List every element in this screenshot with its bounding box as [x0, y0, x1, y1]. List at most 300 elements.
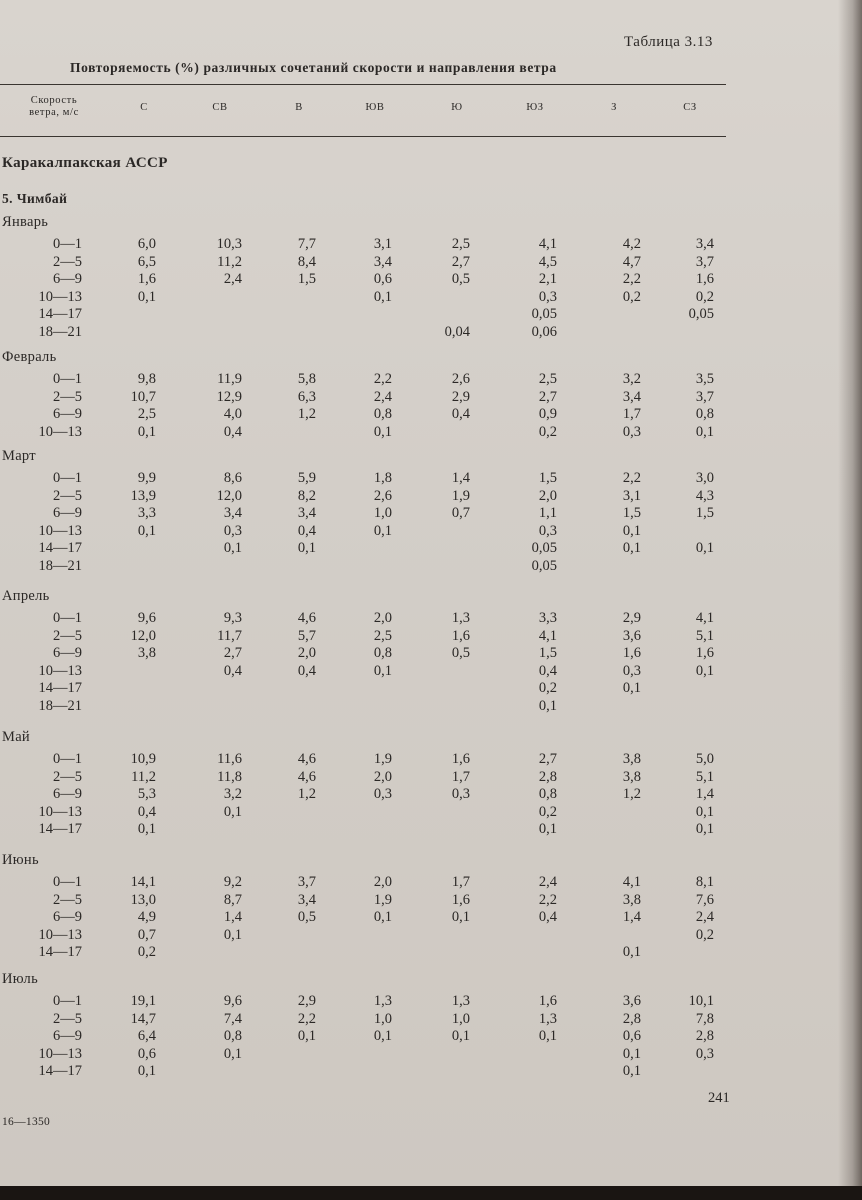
- frequency-cell: 3,7: [297, 874, 316, 890]
- frequency-cell: 4,2: [622, 236, 641, 252]
- frequency-cell: 3,4: [373, 253, 392, 270]
- frequency-cell: 6,3: [297, 388, 316, 405]
- frequency-cell: 0,1: [695, 423, 714, 440]
- speed-range-cell: 2—5: [53, 388, 82, 405]
- frequency-cell: 0,2: [695, 926, 714, 943]
- speed-range-cell: 6—9: [53, 1028, 82, 1045]
- frequency-cell: 12,0: [130, 627, 156, 644]
- frequency-cell: 11,2: [131, 768, 156, 785]
- month-heading: Июль: [2, 971, 38, 987]
- frequency-cell: 7,6: [695, 891, 714, 908]
- frequency-cell: 5,1: [695, 627, 714, 644]
- frequency-cell: 0,3: [622, 423, 641, 440]
- frequency-cell: 0,4: [538, 909, 557, 926]
- frequency-cell: 0,5: [297, 909, 316, 926]
- frequency-cell: 2,9: [297, 993, 316, 1009]
- table-row: [0, 389, 760, 406]
- frequency-cell: 7,7: [297, 236, 316, 252]
- frequency-cell: 0,4: [538, 662, 557, 679]
- frequency-cell: 0,1: [373, 909, 392, 926]
- table-row: [0, 821, 760, 838]
- frequency-cell: 0,06: [531, 324, 557, 340]
- month-heading: Апрель: [2, 588, 50, 604]
- frequency-cell: 3,7: [695, 388, 714, 405]
- header-bottom-rule: [0, 136, 726, 137]
- frequency-cell: 2,4: [695, 909, 714, 926]
- table-number: Таблица 3.13: [624, 34, 713, 50]
- speed-range-cell: 14—17: [38, 540, 82, 557]
- frequency-cell: 1,4: [622, 909, 641, 926]
- table-row: [0, 1063, 760, 1080]
- direction-header-se: ЮВ: [365, 102, 385, 113]
- frequency-cell: 4,6: [297, 751, 316, 767]
- frequency-cell: 2,2: [373, 371, 392, 387]
- frequency-cell: 12,9: [216, 388, 242, 405]
- frequency-cell: 3,8: [622, 751, 641, 767]
- frequency-cell: 0,8: [373, 645, 392, 662]
- frequency-cell: 1,8: [373, 470, 392, 486]
- speed-range-cell: 0—1: [53, 610, 82, 626]
- frequency-cell: 2,5: [451, 236, 470, 252]
- frequency-cell: 4,0: [223, 406, 242, 423]
- table-row: [0, 424, 760, 441]
- frequency-cell: 4,1: [622, 874, 641, 890]
- month-heading: Июнь: [2, 852, 39, 868]
- frequency-cell: 6,4: [137, 1028, 156, 1045]
- frequency-cell: 11,9: [217, 371, 242, 387]
- speed-range-cell: 0—1: [53, 236, 82, 252]
- speed-range-cell: 6—9: [53, 645, 82, 662]
- frequency-cell: 1,6: [451, 751, 470, 767]
- direction-header-n: С: [140, 102, 148, 113]
- frequency-cell: 1,7: [451, 874, 470, 890]
- frequency-cell: 3,4: [297, 505, 316, 522]
- frequency-cell: 1,6: [451, 891, 470, 908]
- frequency-cell: 3,8: [622, 891, 641, 908]
- speed-range-cell: 10—13: [38, 803, 82, 820]
- region-heading: Каракалпакская АССР: [2, 155, 168, 171]
- frequency-cell: 0,1: [137, 288, 156, 305]
- frequency-cell: 10,3: [216, 236, 242, 252]
- frequency-cell: 0,2: [137, 944, 156, 961]
- frequency-cell: 11,6: [217, 751, 242, 767]
- frequency-cell: 1,5: [297, 271, 316, 288]
- frequency-cell: 3,0: [695, 470, 714, 486]
- speed-range-cell: 2—5: [53, 1010, 82, 1027]
- speed-range-cell: 2—5: [53, 627, 82, 644]
- frequency-cell: 1,9: [451, 487, 470, 504]
- frequency-cell: 2,0: [373, 874, 392, 890]
- frequency-cell: 0,3: [538, 288, 557, 305]
- frequency-cell: 0,3: [695, 1045, 714, 1062]
- frequency-cell: 0,1: [373, 288, 392, 305]
- frequency-cell: 2,2: [622, 271, 641, 288]
- speed-range-cell: 2—5: [53, 768, 82, 785]
- frequency-cell: 0,9: [538, 406, 557, 423]
- speed-range-cell: 10—13: [38, 288, 82, 305]
- table-row: [0, 892, 760, 909]
- frequency-cell: 4,3: [695, 487, 714, 504]
- speed-range-cell: 2—5: [53, 891, 82, 908]
- frequency-cell: 0,1: [695, 540, 714, 557]
- frequency-cell: 2,2: [622, 470, 641, 486]
- frequency-cell: 0,1: [622, 522, 641, 539]
- frequency-cell: 3,1: [373, 236, 392, 252]
- direction-header-sw: ЮЗ: [526, 102, 544, 113]
- frequency-cell: 9,2: [223, 874, 242, 890]
- frequency-cell: 0,4: [223, 662, 242, 679]
- frequency-cell: 3,8: [622, 768, 641, 785]
- frequency-cell: 0,1: [223, 540, 242, 557]
- frequency-cell: 0,05: [531, 306, 557, 323]
- frequency-cell: 11,8: [217, 768, 242, 785]
- frequency-cell: 0,2: [538, 680, 557, 697]
- frequency-cell: 0,2: [538, 423, 557, 440]
- table-row: [0, 628, 760, 645]
- frequency-cell: 4,1: [538, 627, 557, 644]
- frequency-cell: 2,4: [538, 874, 557, 890]
- frequency-cell: 2,0: [373, 610, 392, 626]
- frequency-cell: 1,6: [451, 627, 470, 644]
- frequency-cell: 0,3: [622, 662, 641, 679]
- speed-range-cell: 6—9: [53, 505, 82, 522]
- table-caption: Повторяемость (%) различных сочетаний скорости и направления ветра: [70, 60, 557, 75]
- frequency-cell: 2,1: [538, 271, 557, 288]
- frequency-cell: 0,1: [695, 662, 714, 679]
- frequency-cell: 1,9: [373, 751, 392, 767]
- table-row: [0, 786, 760, 803]
- frequency-cell: 2,7: [538, 388, 557, 405]
- speed-range-cell: 6—9: [53, 271, 82, 288]
- frequency-cell: 3,8: [137, 645, 156, 662]
- speed-label-line-2: ветра, м/с: [29, 107, 79, 118]
- frequency-cell: 0,7: [137, 926, 156, 943]
- frequency-cell: 0,3: [538, 522, 557, 539]
- frequency-cell: 0,4: [297, 662, 316, 679]
- table-row: [0, 663, 760, 680]
- frequency-cell: 2,9: [622, 610, 641, 626]
- frequency-cell: 1,5: [538, 645, 557, 662]
- frequency-cell: 1,6: [695, 645, 714, 662]
- table-row: [0, 488, 760, 505]
- frequency-cell: 13,0: [130, 891, 156, 908]
- frequency-cell: 9,3: [223, 610, 242, 626]
- speed-label-line-1: Скорость: [30, 95, 78, 106]
- frequency-cell: 10,1: [688, 993, 714, 1009]
- frequency-cell: 0,1: [451, 909, 470, 926]
- frequency-cell: 5,1: [695, 768, 714, 785]
- frequency-cell: 0,3: [373, 786, 392, 803]
- frequency-cell: 4,6: [297, 610, 316, 626]
- frequency-cell: 4,5: [538, 253, 557, 270]
- speed-range-cell: 6—9: [53, 406, 82, 423]
- frequency-cell: 3,4: [695, 236, 714, 252]
- frequency-cell: 0,04: [444, 324, 470, 340]
- frequency-cell: 0,1: [622, 1045, 641, 1062]
- table-row: [0, 236, 760, 253]
- frequency-cell: 1,4: [223, 909, 242, 926]
- month-heading: Март: [2, 448, 36, 464]
- speed-range-cell: 18—21: [38, 698, 82, 714]
- frequency-cell: 0,1: [223, 926, 242, 943]
- frequency-cell: 2,6: [451, 371, 470, 387]
- frequency-cell: 0,5: [451, 271, 470, 288]
- frequency-cell: 0,1: [137, 1063, 156, 1080]
- table-row: [0, 610, 760, 627]
- table-row: [0, 271, 760, 288]
- frequency-cell: 0,4: [297, 522, 316, 539]
- frequency-cell: 0,1: [622, 680, 641, 697]
- speed-range-cell: 18—21: [38, 558, 82, 574]
- printer-signature: 16—1350: [2, 1116, 51, 1128]
- frequency-cell: 11,2: [217, 253, 242, 270]
- frequency-cell: 0,6: [373, 271, 392, 288]
- frequency-cell: 1,3: [451, 610, 470, 626]
- frequency-cell: 1,5: [622, 505, 641, 522]
- frequency-cell: 3,7: [695, 253, 714, 270]
- frequency-cell: 1,5: [538, 470, 557, 486]
- speed-range-cell: 2—5: [53, 487, 82, 504]
- frequency-cell: 0,6: [137, 1045, 156, 1062]
- frequency-cell: 0,2: [538, 803, 557, 820]
- frequency-cell: 3,1: [622, 487, 641, 504]
- frequency-cell: 0,1: [622, 944, 641, 961]
- page-number: 241: [708, 1090, 730, 1106]
- frequency-cell: 1,5: [695, 505, 714, 522]
- table-row: [0, 645, 760, 662]
- frequency-cell: 3,6: [622, 627, 641, 644]
- frequency-cell: 1,1: [538, 505, 557, 522]
- frequency-cell: 2,5: [538, 371, 557, 387]
- frequency-cell: 7,8: [695, 1010, 714, 1027]
- frequency-cell: 2,8: [695, 1028, 714, 1045]
- frequency-cell: 0,1: [297, 1028, 316, 1045]
- frequency-cell: 2,0: [297, 645, 316, 662]
- direction-header-nw: СЗ: [683, 102, 697, 113]
- table-row: [0, 470, 760, 487]
- frequency-cell: 0,3: [451, 786, 470, 803]
- frequency-cell: 3,5: [695, 371, 714, 387]
- speed-range-cell: 0—1: [53, 371, 82, 387]
- table-row: [0, 324, 760, 341]
- table-row: [0, 371, 760, 388]
- table-row: [0, 1011, 760, 1028]
- table-row: [0, 993, 760, 1010]
- frequency-cell: 1,3: [538, 1010, 557, 1027]
- frequency-cell: 1,2: [297, 786, 316, 803]
- table-row: [0, 558, 760, 575]
- page-edge-shadow: [838, 0, 862, 1200]
- frequency-cell: 1,7: [622, 406, 641, 423]
- frequency-cell: 5,0: [695, 751, 714, 767]
- frequency-cell: 1,3: [451, 993, 470, 1009]
- frequency-cell: 6,0: [137, 236, 156, 252]
- frequency-cell: 4,1: [538, 236, 557, 252]
- frequency-cell: 19,1: [130, 993, 156, 1009]
- speed-range-cell: 18—21: [38, 324, 82, 340]
- frequency-cell: 1,4: [451, 470, 470, 486]
- frequency-cell: 0,1: [137, 522, 156, 539]
- frequency-cell: 7,4: [223, 1010, 242, 1027]
- frequency-cell: 2,2: [538, 891, 557, 908]
- frequency-cell: 0,1: [451, 1028, 470, 1045]
- table-row: [0, 927, 760, 944]
- speed-range-cell: 0—1: [53, 470, 82, 486]
- frequency-cell: 0,1: [538, 698, 557, 714]
- frequency-cell: 1,4: [695, 786, 714, 803]
- frequency-cell: 0,1: [137, 821, 156, 838]
- direction-header-s: Ю: [451, 102, 463, 113]
- table-row: [0, 944, 760, 961]
- frequency-cell: 0,1: [373, 522, 392, 539]
- frequency-cell: 0,7: [451, 505, 470, 522]
- table-row: [0, 406, 760, 423]
- frequency-cell: 0,1: [622, 540, 641, 557]
- frequency-cell: 14,7: [130, 1010, 156, 1027]
- speed-range-cell: 14—17: [38, 1063, 82, 1080]
- frequency-cell: 2,6: [373, 487, 392, 504]
- speed-range-cell: 10—13: [38, 662, 82, 679]
- frequency-cell: 4,6: [297, 768, 316, 785]
- speed-range-cell: 14—17: [38, 944, 82, 961]
- table-row: [0, 254, 760, 271]
- frequency-cell: 2,5: [137, 406, 156, 423]
- speed-range-cell: 14—17: [38, 821, 82, 838]
- frequency-cell: 4,7: [622, 253, 641, 270]
- frequency-cell: 1,6: [137, 271, 156, 288]
- frequency-cell: 1,6: [538, 993, 557, 1009]
- frequency-cell: 6,5: [137, 253, 156, 270]
- frequency-cell: 0,1: [373, 423, 392, 440]
- frequency-cell: 2,0: [538, 487, 557, 504]
- speed-range-cell: 6—9: [53, 786, 82, 803]
- table-row: [0, 804, 760, 821]
- frequency-cell: 3,3: [137, 505, 156, 522]
- frequency-cell: 8,2: [297, 487, 316, 504]
- speed-range-cell: 10—13: [38, 1045, 82, 1062]
- header-top-rule: [0, 84, 726, 85]
- table-row: [0, 680, 760, 697]
- speed-range-cell: 6—9: [53, 909, 82, 926]
- frequency-cell: 2,0: [373, 768, 392, 785]
- frequency-cell: 12,0: [216, 487, 242, 504]
- frequency-cell: 11,7: [217, 627, 242, 644]
- frequency-cell: 0,4: [137, 803, 156, 820]
- frequency-cell: 0,6: [622, 1028, 641, 1045]
- frequency-cell: 2,4: [223, 271, 242, 288]
- frequency-cell: 0,1: [538, 821, 557, 838]
- frequency-cell: 0,4: [451, 406, 470, 423]
- frequency-cell: 2,7: [451, 253, 470, 270]
- frequency-cell: 0,05: [531, 558, 557, 574]
- frequency-cell: 13,9: [130, 487, 156, 504]
- frequency-cell: 0,1: [297, 540, 316, 557]
- frequency-cell: 4,1: [695, 610, 714, 626]
- month-heading: Май: [2, 729, 30, 745]
- frequency-cell: 1,2: [297, 406, 316, 423]
- frequency-cell: 8,4: [297, 253, 316, 270]
- frequency-cell: 3,4: [297, 891, 316, 908]
- frequency-cell: 9,6: [137, 610, 156, 626]
- table-row: [0, 523, 760, 540]
- frequency-cell: 1,9: [373, 891, 392, 908]
- table-row: [0, 289, 760, 306]
- frequency-cell: 3,6: [622, 993, 641, 1009]
- frequency-cell: 8,7: [223, 891, 242, 908]
- frequency-cell: 8,6: [223, 470, 242, 486]
- frequency-cell: 2,2: [297, 1010, 316, 1027]
- frequency-cell: 3,3: [538, 610, 557, 626]
- table-row: [0, 751, 760, 768]
- frequency-cell: 2,7: [538, 751, 557, 767]
- frequency-cell: 2,8: [622, 1010, 641, 1027]
- frequency-cell: 0,4: [223, 423, 242, 440]
- frequency-cell: 0,1: [695, 803, 714, 820]
- speed-range-cell: 2—5: [53, 253, 82, 270]
- speed-range-cell: 14—17: [38, 306, 82, 323]
- frequency-cell: 2,7: [223, 645, 242, 662]
- frequency-cell: 0,1: [538, 1028, 557, 1045]
- frequency-cell: 0,05: [688, 306, 714, 323]
- table-row: [0, 909, 760, 926]
- frequency-cell: 1,0: [373, 505, 392, 522]
- frequency-cell: 4,9: [137, 909, 156, 926]
- month-heading: Февраль: [2, 349, 57, 365]
- table-row: [0, 306, 760, 323]
- frequency-cell: 2,8: [538, 768, 557, 785]
- frequency-cell: 9,8: [137, 371, 156, 387]
- frequency-cell: 9,9: [137, 470, 156, 486]
- frequency-cell: 3,4: [223, 505, 242, 522]
- table-row: [0, 505, 760, 522]
- speed-range-cell: 0—1: [53, 751, 82, 767]
- direction-header-e: В: [295, 102, 303, 113]
- table-row: [0, 769, 760, 786]
- speed-range-cell: 14—17: [38, 680, 82, 697]
- frequency-cell: 9,6: [223, 993, 242, 1009]
- frequency-cell: 0,1: [137, 423, 156, 440]
- month-heading: Январь: [2, 214, 49, 230]
- speed-range-cell: 10—13: [38, 423, 82, 440]
- speed-range-cell: 10—13: [38, 926, 82, 943]
- direction-header-ne: СВ: [212, 102, 228, 113]
- frequency-cell: 1,6: [695, 271, 714, 288]
- frequency-cell: 3,2: [223, 786, 242, 803]
- frequency-cell: 5,9: [297, 470, 316, 486]
- frequency-cell: 1,6: [622, 645, 641, 662]
- speed-column-header: [14, 95, 94, 119]
- table-row: [0, 1046, 760, 1063]
- frequency-cell: 0,1: [223, 803, 242, 820]
- page-bottom-shadow: [0, 1186, 862, 1200]
- frequency-cell: 8,1: [695, 874, 714, 890]
- table-row: [0, 874, 760, 891]
- frequency-cell: 0,2: [695, 288, 714, 305]
- frequency-cell: 5,3: [137, 786, 156, 803]
- frequency-cell: 0,05: [531, 540, 557, 557]
- frequency-cell: 0,8: [223, 1028, 242, 1045]
- speed-range-cell: 0—1: [53, 993, 82, 1009]
- frequency-cell: 1,7: [451, 768, 470, 785]
- direction-header-w: З: [611, 102, 617, 113]
- frequency-cell: 3,2: [622, 371, 641, 387]
- frequency-cell: 0,5: [451, 645, 470, 662]
- frequency-cell: 0,1: [223, 1045, 242, 1062]
- table-row: [0, 1028, 760, 1045]
- frequency-cell: 2,9: [451, 388, 470, 405]
- frequency-cell: 0,8: [695, 406, 714, 423]
- frequency-cell: 10,7: [130, 388, 156, 405]
